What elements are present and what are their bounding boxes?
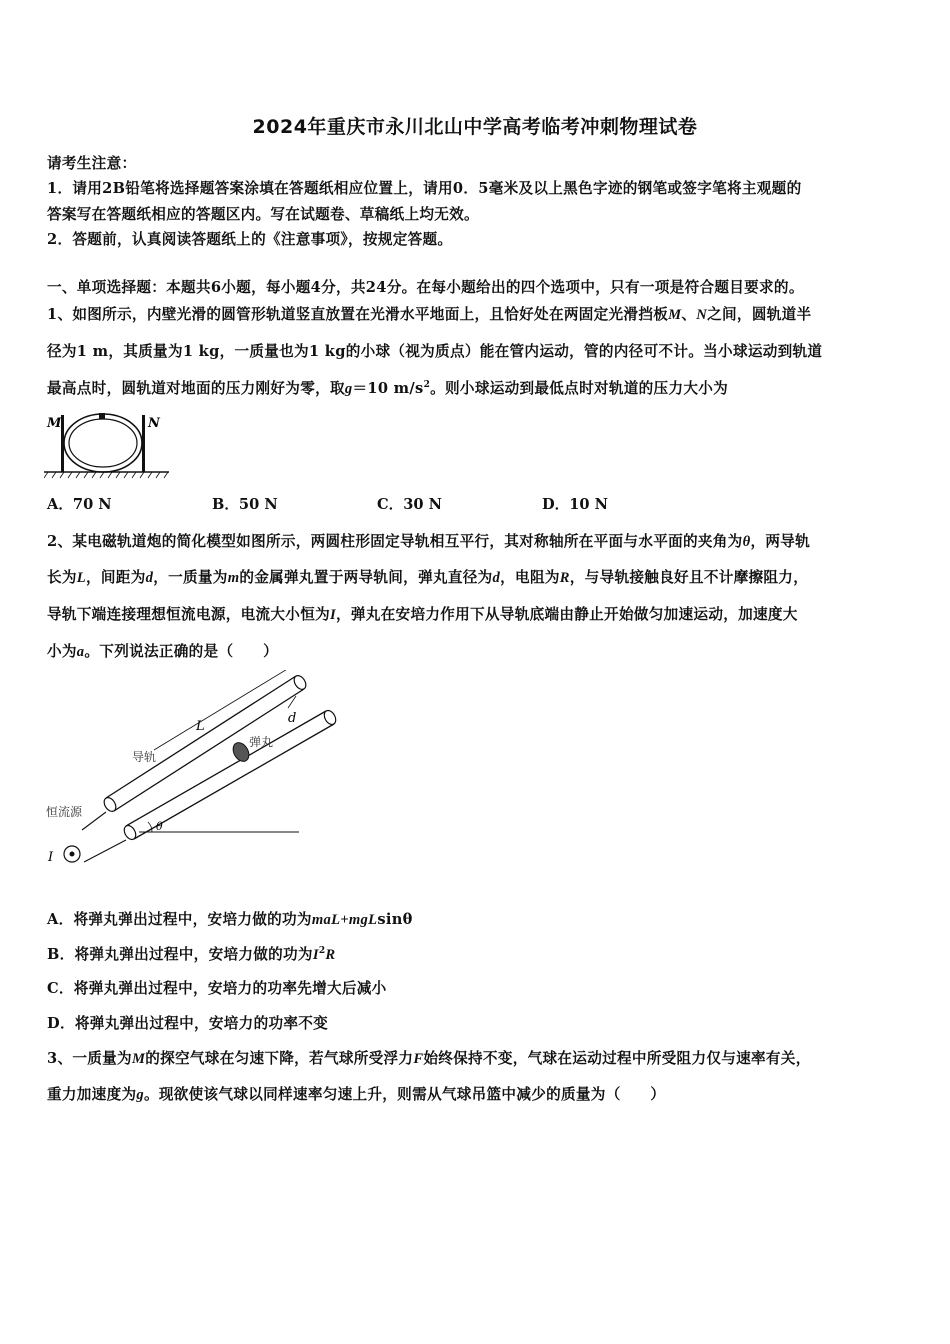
q2-option-c[interactable]: C．将弹丸弹出过程中，安培力的功率先增大后减小 (47, 980, 387, 997)
notice-line-1: 1．请用2B铅笔将选择题答案涂填在答题纸相应位置上，请用0．5毫米及以上黑色字迹的钢笔或签字笔将主观题的 (47, 180, 802, 197)
fig-label-N: N (148, 416, 160, 431)
q2-option-a[interactable]: A．将弹丸弹出过程中，安培力做的功为maL+mgLsinθ (47, 911, 413, 928)
q2-line-1: 2、某电磁轨道炮的简化模型如图所示，两圆柱形固定导轨相互平行，其对称轴所在平面与水平面的夹角为θ，两导轨 (47, 533, 811, 550)
q2-figure (44, 670, 344, 875)
fig-label-d: d (288, 711, 297, 726)
q2-option-d[interactable]: D．将弹丸弹出过程中，安培力的功率不变 (47, 1015, 329, 1032)
q1-line-2: 径为1 m，其质量为1 kg，一质量也为1 kg的小球（视为质点）能在管内运动，管的内径可不计。当小球运动到轨道 (47, 343, 823, 360)
q1-line-3: 最高点时，圆轨道对地面的压力刚好为零，取g＝10 $m/s^2$。则小球运动到最低点时对轨道的压力大小为 (47, 380, 729, 397)
q2-option-b[interactable]: B．将弹丸弹出过程中，安培力做的功为$I^2R$ (47, 946, 336, 963)
q2-line-4: 小为a。下列说法正确的是（ ） (47, 643, 279, 660)
fig-label-source: 恒流源 (46, 805, 83, 819)
page-title: 2024年重庆市永川北山中学高考临考冲刺物理试卷 (252, 116, 698, 138)
q1-line-1: 1、如图所示，内壁光滑的圆管形轨道竖直放置在光滑水平地面上，且恰好处在两固定光滑挡板M、N之间，圆轨道半 (47, 306, 812, 323)
q1-option-d[interactable]: D．10 N (542, 496, 608, 513)
fig-label-I: I (48, 850, 54, 865)
fig-label-bullet: 弹丸 (249, 735, 274, 749)
q1-option-a[interactable]: A．70 N (47, 496, 112, 513)
fig-label-rail: 导轨 (132, 750, 157, 764)
q1-figure (44, 405, 174, 480)
q1-option-c[interactable]: C．30 N (377, 496, 442, 513)
section-heading: 一、单项选择题：本题共6小题，每小题4分，共24分。在每小题给出的四个选项中，只有一项是符合题目要求的。 (47, 279, 804, 296)
q3-line-1: 3、一质量为M的探空气球在匀速下降，若气球所受浮力F始终保持不变，气球在运动过程中所受阻力仅与速率有关， (47, 1050, 811, 1067)
notice-line-2: 2．答题前，认真阅读答题纸上的《注意事项》，按规定答题。 (47, 231, 453, 248)
fig-label-theta: θ (156, 820, 163, 833)
q3-line-2: 重力加速度为g。现欲使该气球以同样速率匀速上升，则需从气球吊篮中减少的质量为（ ） (47, 1086, 666, 1103)
q1-option-b[interactable]: B．50 N (212, 496, 278, 513)
fig-label-L: L (196, 719, 205, 734)
notice-heading: 请考生注意： (47, 155, 137, 172)
notice-line-1-cont: 答案写在答题纸相应的答题区内。写在试题卷、草稿纸上均无效。 (47, 206, 479, 223)
q2-line-3: 导轨下端连接理想恒流电源，电流大小恒为I，弹丸在安培力作用下从导轨底端由静止开始做匀加速运动，加速度大 (47, 606, 798, 623)
q2-line-2: 长为L，间距为d，一质量为m的金属弹丸置于两导轨间，弹丸直径为d，电阻为R，与导轨接触良好且不计摩擦阻力， (47, 569, 809, 586)
fig-label-M: M (47, 416, 62, 431)
